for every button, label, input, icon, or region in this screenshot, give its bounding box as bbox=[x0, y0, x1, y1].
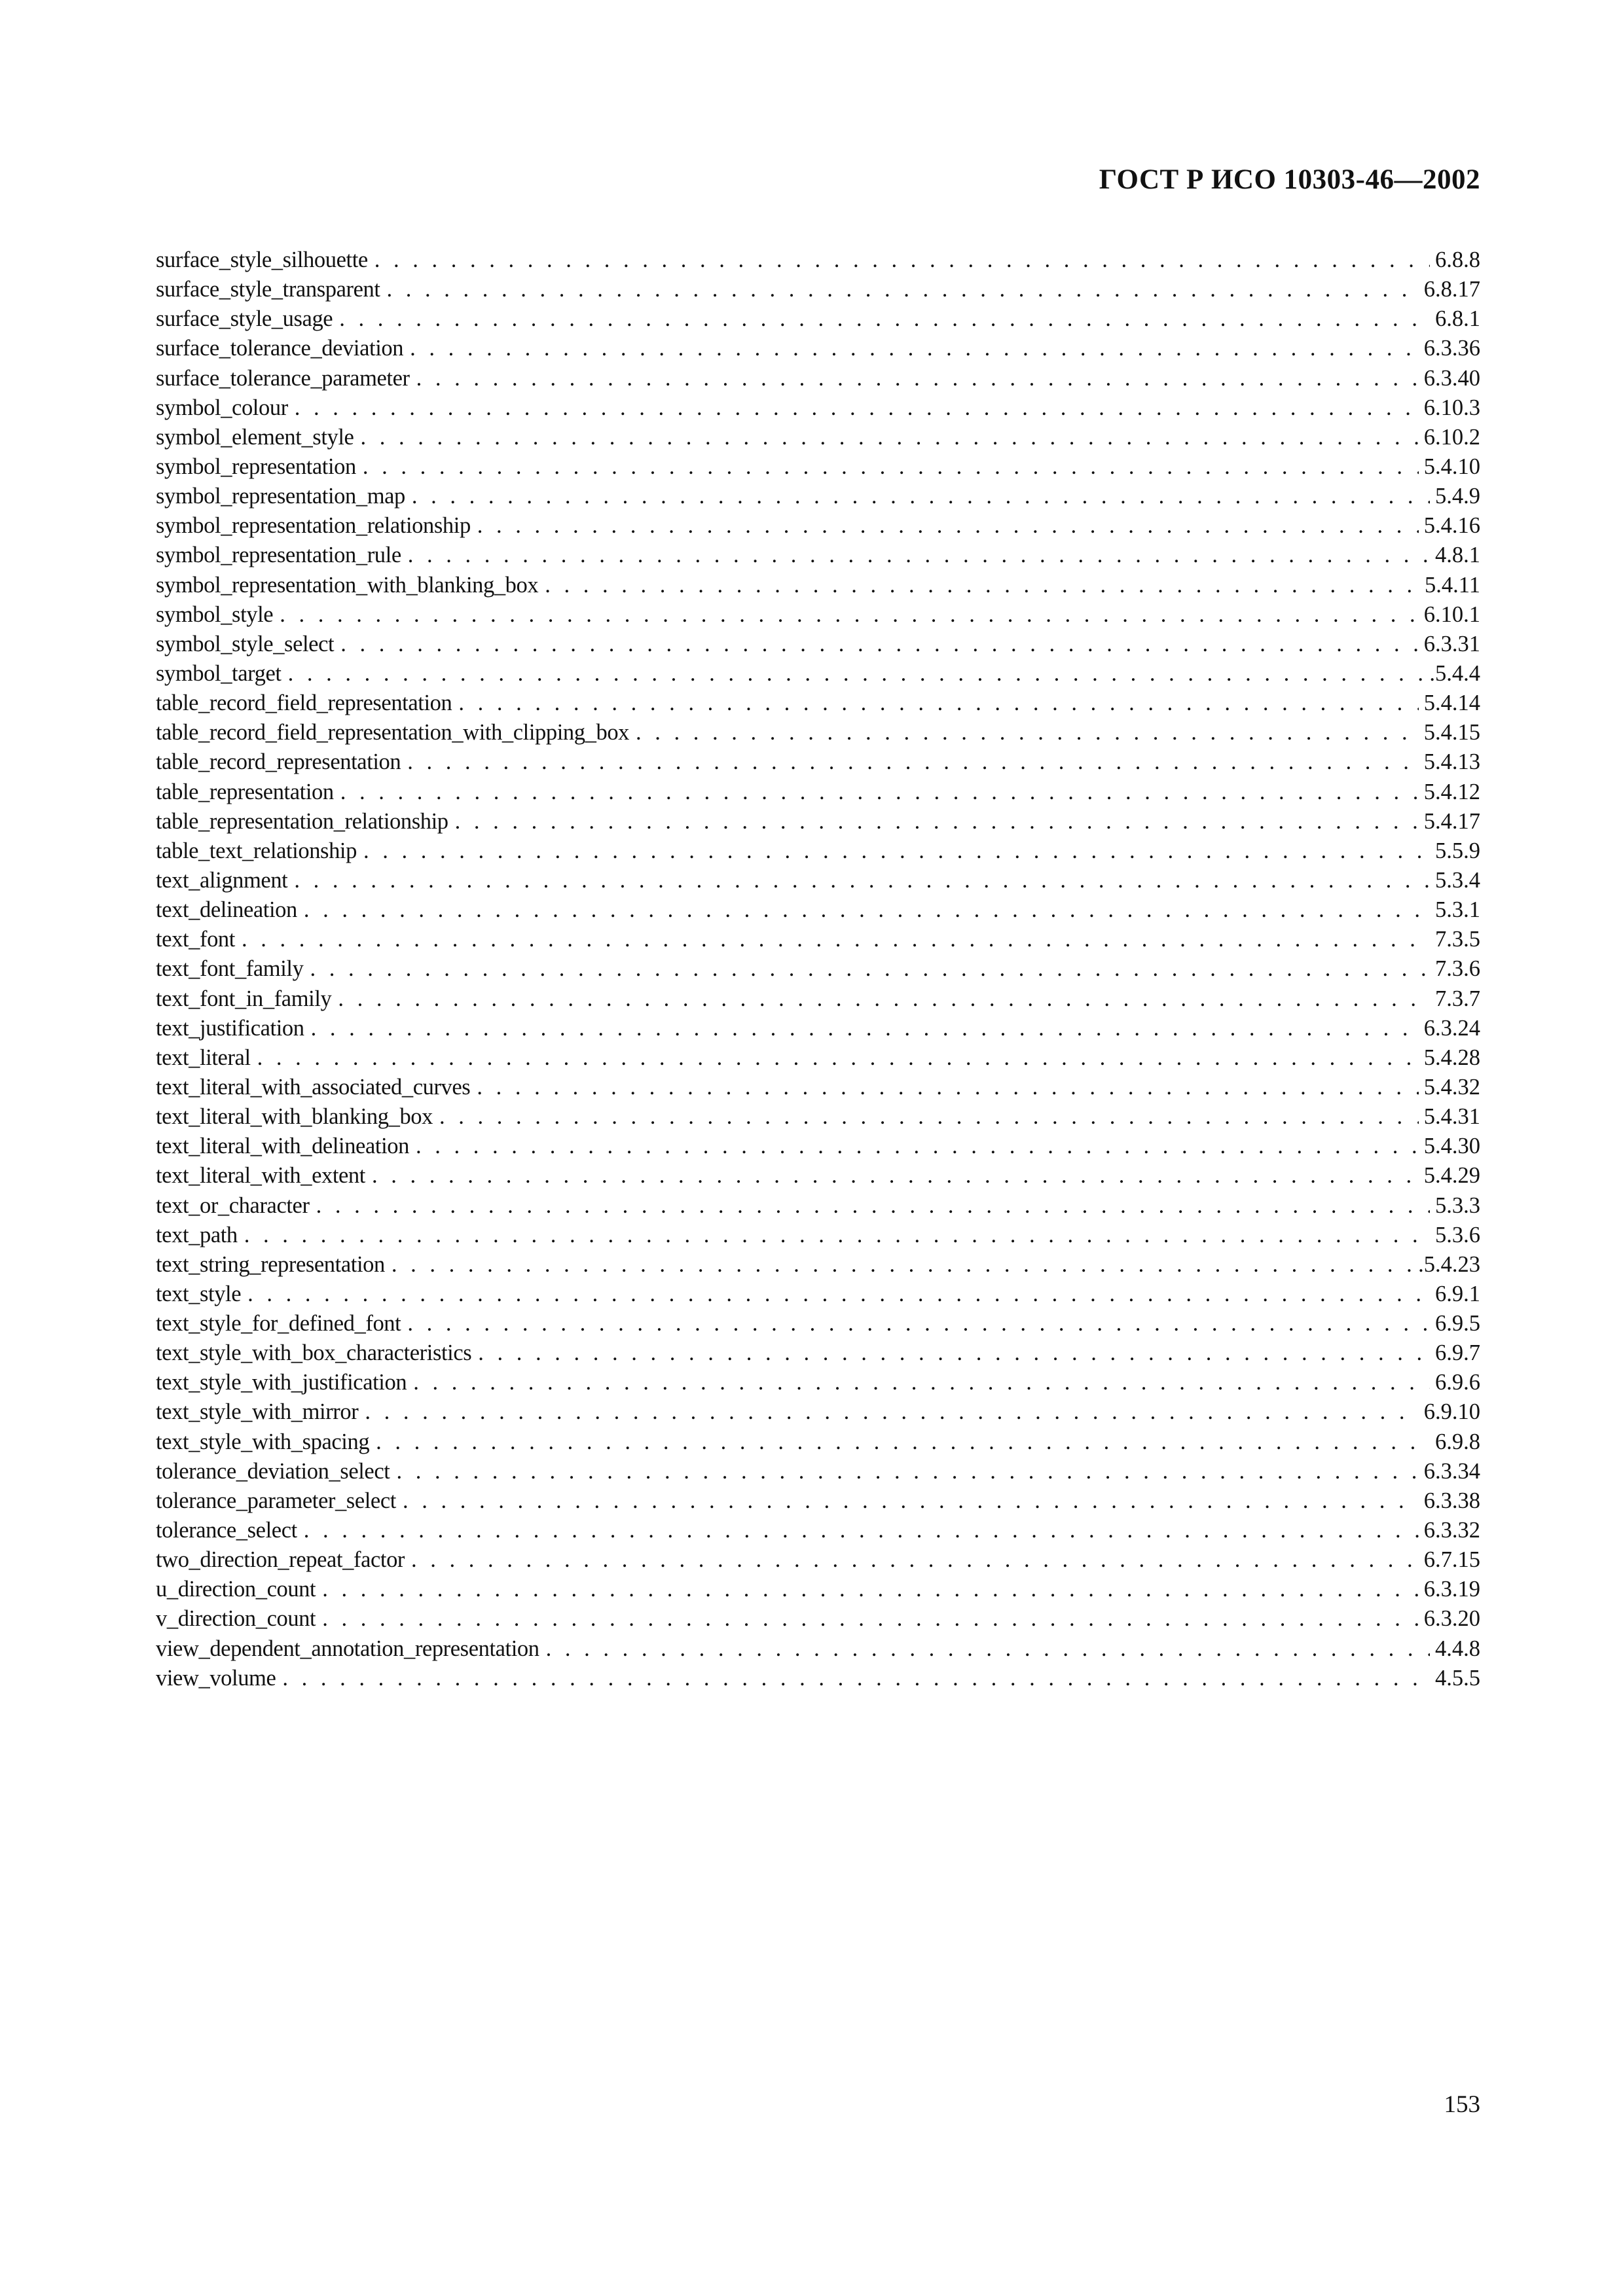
index-term: table_record_field_representation bbox=[156, 691, 452, 716]
index-reference: 6.3.34 bbox=[1423, 1458, 1480, 1484]
dot-leader bbox=[396, 1457, 1418, 1486]
index-entry bbox=[156, 482, 1480, 511]
dot-leader bbox=[403, 1486, 1419, 1516]
index-reference: 6.3.36 bbox=[1423, 336, 1480, 361]
index-reference: 5.4.12 bbox=[1423, 779, 1480, 804]
index-reference: 6.9.5 bbox=[1435, 1311, 1480, 1336]
index-entry bbox=[156, 1014, 1480, 1043]
index-term: table_representation_relationship bbox=[156, 808, 448, 834]
dot-leader bbox=[413, 1368, 1430, 1397]
index-reference: 5.4.29 bbox=[1423, 1163, 1480, 1189]
index-reference: 5.4.9 bbox=[1435, 484, 1480, 509]
dot-leader bbox=[411, 1545, 1419, 1575]
dot-leader bbox=[410, 334, 1419, 363]
dot-leader bbox=[322, 1575, 1419, 1604]
index-reference: 7.3.7 bbox=[1435, 986, 1480, 1011]
dot-leader bbox=[407, 747, 1418, 777]
index-term: text_alignment bbox=[156, 867, 288, 893]
index-reference: 6.9.10 bbox=[1423, 1399, 1480, 1425]
dot-leader bbox=[340, 778, 1419, 807]
index-reference: 6.9.1 bbox=[1435, 1281, 1480, 1306]
dot-leader bbox=[363, 452, 1419, 482]
index-term: text_style_with_box_characteristics bbox=[156, 1340, 472, 1366]
index-entry bbox=[156, 1043, 1480, 1073]
index-reference: 6.8.1 bbox=[1435, 306, 1480, 332]
index-reference: 6.7.15 bbox=[1423, 1547, 1480, 1573]
index-entry bbox=[156, 275, 1480, 304]
index-term: table_text_relationship bbox=[156, 838, 357, 863]
index-reference: 6.3.19 bbox=[1423, 1577, 1480, 1602]
index-reference: 5.4.13 bbox=[1423, 749, 1480, 775]
index-reference: 6.8.17 bbox=[1423, 277, 1480, 302]
index-term: symbol_representation_with_blanking_box bbox=[156, 572, 539, 598]
index-reference: 4.8.1 bbox=[1435, 543, 1480, 568]
index-reference: 6.3.32 bbox=[1423, 1518, 1480, 1543]
dot-leader bbox=[282, 1664, 1430, 1693]
index-entry bbox=[156, 1368, 1480, 1397]
index-reference: 5.3.4 bbox=[1435, 867, 1480, 893]
dot-leader bbox=[546, 1634, 1430, 1664]
index-entry bbox=[156, 1516, 1480, 1545]
index-term: text_style bbox=[156, 1281, 242, 1306]
index-reference: 6.10.3 bbox=[1423, 395, 1480, 420]
index-entry bbox=[156, 1073, 1480, 1102]
dot-leader bbox=[478, 1338, 1430, 1368]
index-term: text_literal_with_blanking_box bbox=[156, 1104, 433, 1130]
index-reference: 4.5.5 bbox=[1435, 1665, 1480, 1691]
dot-leader bbox=[407, 1309, 1430, 1338]
index-term: text_font_family bbox=[156, 956, 304, 982]
index-term: symbol_element_style bbox=[156, 424, 354, 450]
dot-leader bbox=[408, 541, 1430, 570]
index-reference: 6.9.8 bbox=[1435, 1429, 1480, 1454]
index-entry bbox=[156, 1634, 1480, 1664]
index-term: surface_tolerance_deviation bbox=[156, 336, 404, 361]
index-reference: 5.4.28 bbox=[1423, 1045, 1480, 1070]
dot-leader bbox=[477, 511, 1419, 541]
index-entry bbox=[156, 541, 1480, 570]
page-number: 153 bbox=[1444, 2091, 1480, 2118]
dot-leader bbox=[477, 1073, 1418, 1102]
index-term: text_literal_with_delineation bbox=[156, 1134, 409, 1159]
index-term: symbol_colour bbox=[156, 395, 288, 420]
index-term: surface_style_transparent bbox=[156, 277, 380, 302]
index-term: view_volume bbox=[156, 1665, 276, 1691]
index-term: text_style_for_defined_font bbox=[156, 1311, 401, 1336]
index-entry bbox=[156, 778, 1480, 807]
index-entry bbox=[156, 1221, 1480, 1250]
index-entry bbox=[156, 1280, 1480, 1309]
index-list bbox=[156, 245, 1480, 1693]
dot-leader bbox=[244, 1221, 1430, 1250]
dot-leader bbox=[338, 984, 1430, 1014]
index-entry bbox=[156, 1338, 1480, 1368]
index-reference: 6.3.20 bbox=[1423, 1606, 1480, 1632]
dot-leader bbox=[439, 1102, 1419, 1132]
index-reference: .5.4.23 bbox=[1418, 1251, 1480, 1277]
index-entry bbox=[156, 747, 1480, 777]
index-reference: 6.9.6 bbox=[1435, 1370, 1480, 1395]
index-term: text_path bbox=[156, 1222, 238, 1247]
index-term: view_dependent_annotation_representation bbox=[156, 1636, 539, 1661]
index-reference: 6.8.8 bbox=[1435, 247, 1480, 272]
index-entry bbox=[156, 423, 1480, 452]
index-term: tolerance_select bbox=[156, 1518, 297, 1543]
dot-leader bbox=[372, 1161, 1419, 1191]
index-entry bbox=[156, 393, 1480, 423]
dot-leader bbox=[257, 1043, 1419, 1073]
index-entry bbox=[156, 866, 1480, 895]
index-term: text_style_with_mirror bbox=[156, 1399, 359, 1425]
index-term: text_literal_with_extent bbox=[156, 1163, 365, 1189]
dot-leader bbox=[365, 1397, 1418, 1427]
index-entry bbox=[156, 571, 1480, 600]
index-reference: 6.3.40 bbox=[1423, 365, 1480, 391]
dot-leader bbox=[316, 1191, 1430, 1221]
index-entry bbox=[156, 304, 1480, 334]
index-entry bbox=[156, 511, 1480, 541]
index-reference: 5.4.14 bbox=[1423, 691, 1480, 716]
index-entry bbox=[156, 1427, 1480, 1457]
index-term: text_font_in_family bbox=[156, 986, 332, 1011]
index-reference: 5.4.15 bbox=[1423, 720, 1480, 745]
index-entry bbox=[156, 364, 1480, 393]
index-entry bbox=[156, 1161, 1480, 1191]
index-reference: 6.10.2 bbox=[1423, 424, 1480, 450]
dot-leader bbox=[387, 275, 1419, 304]
index-entry bbox=[156, 1102, 1480, 1132]
index-entry bbox=[156, 1545, 1480, 1575]
index-term: symbol_representation_rule bbox=[156, 543, 401, 568]
dot-leader bbox=[455, 807, 1419, 836]
index-entry bbox=[156, 1604, 1480, 1634]
index-term: two_direction_repeat_factor bbox=[156, 1547, 405, 1573]
index-entry bbox=[156, 1191, 1480, 1221]
index-term: table_representation bbox=[156, 779, 334, 804]
index-entry bbox=[156, 1397, 1480, 1427]
index-entry bbox=[156, 245, 1480, 275]
index-entry bbox=[156, 925, 1480, 954]
index-reference: 7.3.5 bbox=[1435, 927, 1480, 952]
dot-leader bbox=[304, 1516, 1419, 1545]
standard-header: ГОСТ Р ИСО 10303-46—2002 bbox=[1099, 164, 1480, 195]
index-term: surface_style_silhouette bbox=[156, 247, 368, 272]
index-reference: 6.3.24 bbox=[1423, 1015, 1480, 1041]
dot-leader bbox=[412, 482, 1430, 511]
index-entry bbox=[156, 1664, 1480, 1693]
dot-leader bbox=[310, 954, 1430, 984]
index-term: text_literal bbox=[156, 1045, 251, 1070]
dot-leader bbox=[363, 836, 1430, 866]
index-term: surface_tolerance_parameter bbox=[156, 365, 410, 391]
index-reference: 6.9.7 bbox=[1435, 1340, 1480, 1366]
index-entry bbox=[156, 836, 1480, 866]
index-reference: 5.5.9 bbox=[1435, 838, 1480, 863]
dot-leader bbox=[545, 571, 1419, 600]
dot-leader bbox=[416, 1132, 1419, 1161]
dot-leader bbox=[376, 1427, 1430, 1457]
index-reference: 5.3.1 bbox=[1435, 897, 1480, 923]
index-term: symbol_representation bbox=[156, 454, 356, 479]
index-entry bbox=[156, 452, 1480, 482]
dot-leader bbox=[322, 1604, 1419, 1634]
index-term: symbol_representation_map bbox=[156, 484, 405, 509]
index-term: text_literal_with_associated_curves bbox=[156, 1074, 471, 1100]
index-term: text_style_with_justification bbox=[156, 1370, 407, 1395]
index-reference: 5.4.31 bbox=[1423, 1104, 1480, 1130]
index-entry bbox=[156, 630, 1480, 659]
dot-leader bbox=[288, 659, 1425, 689]
index-term: symbol_style_select bbox=[156, 631, 335, 656]
index-entry bbox=[156, 1309, 1480, 1338]
index-entry bbox=[156, 954, 1480, 984]
index-reference: 5.4.17 bbox=[1423, 808, 1480, 834]
index-term: tolerance_parameter_select bbox=[156, 1488, 396, 1513]
dot-leader bbox=[280, 600, 1419, 630]
dot-leader bbox=[392, 1250, 1413, 1280]
index-reference: .5.4.4 bbox=[1429, 660, 1480, 686]
index-reference: 7.3.6 bbox=[1435, 956, 1480, 982]
index-reference: 6.3.31 bbox=[1423, 631, 1480, 656]
index-entry bbox=[156, 1575, 1480, 1604]
index-term: table_record_field_representation_with_clipping_box bbox=[156, 720, 630, 745]
index-reference: 5.4.32 bbox=[1423, 1074, 1480, 1100]
dot-leader bbox=[416, 364, 1419, 393]
index-term: surface_style_usage bbox=[156, 306, 333, 332]
index-term: symbol_target bbox=[156, 660, 282, 686]
index-reference: 5.3.3 bbox=[1435, 1193, 1480, 1218]
dot-leader bbox=[294, 866, 1430, 895]
index-reference: 5.4.11 bbox=[1425, 572, 1480, 598]
index-term: tolerance_deviation_select bbox=[156, 1458, 390, 1484]
index-entry bbox=[156, 689, 1480, 718]
index-term: text_font bbox=[156, 927, 235, 952]
dot-leader bbox=[340, 630, 1419, 659]
index-term: text_delineation bbox=[156, 897, 297, 923]
dot-leader bbox=[458, 689, 1418, 718]
dot-leader bbox=[339, 304, 1430, 334]
index-term: v_direction_count bbox=[156, 1606, 316, 1632]
index-reference: 5.4.16 bbox=[1423, 513, 1480, 539]
index-entry bbox=[156, 718, 1480, 747]
dot-leader bbox=[247, 1280, 1430, 1309]
dot-leader bbox=[304, 895, 1430, 925]
index-reference: 5.4.10 bbox=[1423, 454, 1480, 479]
index-reference: 6.3.38 bbox=[1423, 1488, 1480, 1513]
index-entry bbox=[156, 807, 1480, 836]
index-entry bbox=[156, 1132, 1480, 1161]
dot-leader bbox=[295, 393, 1419, 423]
index-term: symbol_representation_relationship bbox=[156, 513, 471, 539]
index-entry bbox=[156, 659, 1480, 689]
index-term: symbol_style bbox=[156, 601, 274, 627]
index-term: u_direction_count bbox=[156, 1577, 316, 1602]
index-reference: 5.3.6 bbox=[1435, 1222, 1480, 1247]
index-entry bbox=[156, 895, 1480, 925]
index-entry bbox=[156, 1457, 1480, 1486]
index-reference: 4.4.8 bbox=[1435, 1636, 1480, 1661]
index-term: text_or_character bbox=[156, 1193, 310, 1218]
index-term: text_justification bbox=[156, 1015, 304, 1041]
dot-leader bbox=[311, 1014, 1419, 1043]
index-reference: 5.4.30 bbox=[1423, 1134, 1480, 1159]
index-entry bbox=[156, 1250, 1480, 1280]
index-entry bbox=[156, 984, 1480, 1014]
dot-leader bbox=[360, 423, 1418, 452]
index-entry bbox=[156, 1486, 1480, 1516]
index-entry bbox=[156, 334, 1480, 363]
index-term: text_style_with_spacing bbox=[156, 1429, 370, 1454]
dot-leader bbox=[242, 925, 1430, 954]
index-term: table_record_representation bbox=[156, 749, 401, 775]
dot-leader bbox=[636, 718, 1419, 747]
dot-leader bbox=[374, 245, 1430, 275]
index-term: text_string_representation bbox=[156, 1251, 385, 1277]
index-entry bbox=[156, 600, 1480, 630]
index-reference: 6.10.1 bbox=[1423, 601, 1480, 627]
